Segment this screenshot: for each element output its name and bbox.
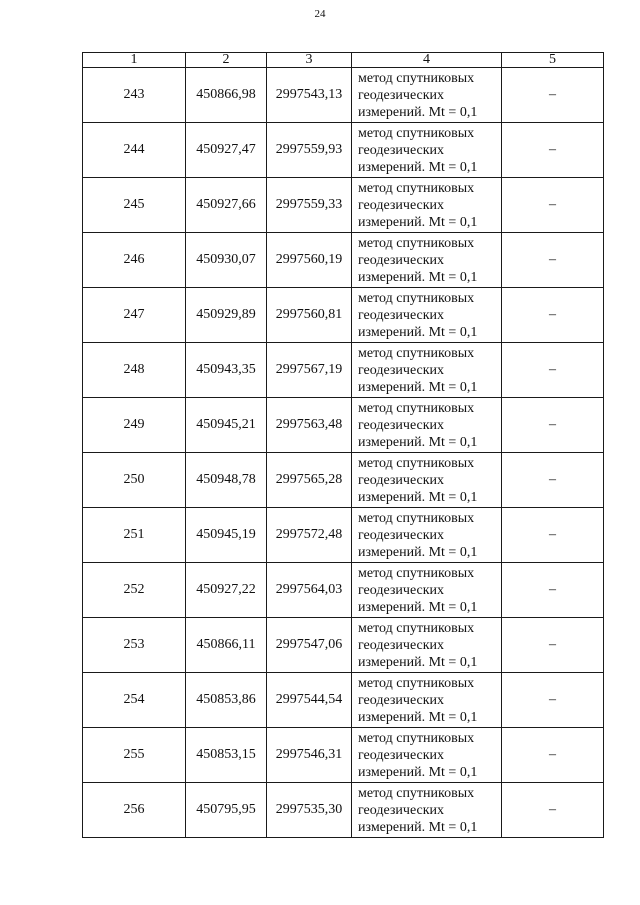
x-coordinate-cell: 450795,95 [186,783,267,838]
method-line: измерений. Mt = 0,1 [358,435,478,450]
note-cell: – [502,68,604,123]
method-line: метод спутниковых [358,71,475,86]
point-number-cell: 246 [83,233,186,288]
y-coordinate-cell: 2997546,31 [267,728,352,783]
method-line: геодезических [358,583,445,598]
note-cell: – [502,508,604,563]
x-coordinate-cell: 450866,11 [186,618,267,673]
y-coordinate-cell: 2997572,48 [267,508,352,563]
point-number-cell: 255 [83,728,186,783]
header-row [83,53,604,68]
y-coordinate-cell: 2997535,30 [267,783,352,838]
note-cell: – [502,563,604,618]
table-row [83,123,604,178]
method-line: измерений. Mt = 0,1 [358,105,478,120]
header-col-2: 2 [186,53,267,68]
method-line: измерений. Mt = 0,1 [358,765,478,780]
point-number-cell: 249 [83,398,186,453]
method-line: метод спутниковых [358,786,475,801]
method-line: метод спутниковых [358,126,475,141]
y-coordinate-cell: 2997543,13 [267,68,352,123]
point-number-cell: 248 [83,343,186,398]
method-cell [352,728,502,783]
x-coordinate-cell: 450945,19 [186,508,267,563]
note-cell: – [502,673,604,728]
table-header [83,53,604,68]
x-coordinate-cell: 450866,98 [186,68,267,123]
method-line: метод спутниковых [358,181,475,196]
method-cell [352,178,502,233]
note-cell: – [502,288,604,343]
method-cell [352,123,502,178]
method-cell [352,68,502,123]
note-cell: – [502,343,604,398]
table-row [83,453,604,508]
header-col-4: 4 [352,53,502,68]
y-coordinate-cell: 2997564,03 [267,563,352,618]
point-number-cell: 254 [83,673,186,728]
method-line: измерений. Mt = 0,1 [358,545,478,560]
method-line: геодезических [358,198,445,213]
method-cell [352,618,502,673]
note-cell: – [502,618,604,673]
x-coordinate-cell: 450929,89 [186,288,267,343]
coordinates-table [82,52,604,838]
point-number-cell: 250 [83,453,186,508]
method-line: геодезических [358,88,445,103]
method-line: метод спутниковых [358,731,475,746]
method-line: измерений. Mt = 0,1 [358,655,478,670]
x-coordinate-cell: 450927,22 [186,563,267,618]
method-line: измерений. Mt = 0,1 [358,325,478,340]
point-number-cell: 245 [83,178,186,233]
note-cell: – [502,178,604,233]
method-line: измерений. Mt = 0,1 [358,710,478,725]
method-line: метод спутниковых [358,236,475,251]
method-cell [352,343,502,398]
method-line: измерений. Mt = 0,1 [358,820,478,835]
x-coordinate-cell: 450927,47 [186,123,267,178]
table-row [83,68,604,123]
note-cell: – [502,398,604,453]
header-col-5: 5 [502,53,604,68]
table-row [83,618,604,673]
method-line: геодезических [358,143,445,158]
point-number-cell: 253 [83,618,186,673]
method-cell [352,508,502,563]
method-line: геодезических [358,693,445,708]
method-line: метод спутниковых [358,291,475,306]
method-line: метод спутниковых [358,346,475,361]
method-line: геодезических [358,253,445,268]
method-line: метод спутниковых [358,511,475,526]
method-line: измерений. Mt = 0,1 [358,270,478,285]
method-line: геодезических [358,473,445,488]
y-coordinate-cell: 2997544,54 [267,673,352,728]
y-coordinate-cell: 2997563,48 [267,398,352,453]
method-line: измерений. Mt = 0,1 [358,600,478,615]
method-line: метод спутниковых [358,676,475,691]
x-coordinate-cell: 450853,86 [186,673,267,728]
method-line: геодезических [358,528,445,543]
header-col-3: 3 [267,53,352,68]
method-line: метод спутниковых [358,621,475,636]
point-number-cell: 243 [83,68,186,123]
note-cell: – [502,783,604,838]
method-line: метод спутниковых [358,456,475,471]
x-coordinate-cell: 450853,15 [186,728,267,783]
x-coordinate-cell: 450945,21 [186,398,267,453]
method-line: геодезических [358,803,445,818]
note-cell: – [502,728,604,783]
x-coordinate-cell: 450927,66 [186,178,267,233]
method-line: измерений. Mt = 0,1 [358,380,478,395]
method-line: измерений. Mt = 0,1 [358,490,478,505]
page-number: 24 [314,8,326,20]
table-body [83,68,604,838]
table-row [83,178,604,233]
note-cell: – [502,453,604,508]
table-row [83,508,604,563]
y-coordinate-cell: 2997560,81 [267,288,352,343]
table-row [83,398,604,453]
x-coordinate-cell: 450930,07 [186,233,267,288]
method-line: геодезических [358,308,445,323]
method-cell [352,673,502,728]
method-cell [352,398,502,453]
method-cell [352,783,502,838]
y-coordinate-cell: 2997547,06 [267,618,352,673]
method-line: геодезических [358,638,445,653]
table-row [83,563,604,618]
table-row [83,343,604,398]
point-number-cell: 251 [83,508,186,563]
x-coordinate-cell: 450943,35 [186,343,267,398]
header-col-1: 1 [83,53,186,68]
y-coordinate-cell: 2997567,19 [267,343,352,398]
method-line: геодезических [358,748,445,763]
x-coordinate-cell: 450948,78 [186,453,267,508]
method-cell [352,288,502,343]
table-row [83,728,604,783]
y-coordinate-cell: 2997565,28 [267,453,352,508]
method-line: измерений. Mt = 0,1 [358,160,478,175]
table-row [83,233,604,288]
table-row [83,673,604,728]
method-line: измерений. Mt = 0,1 [358,215,478,230]
point-number-cell: 256 [83,783,186,838]
method-line: геодезических [358,418,445,433]
method-line: метод спутниковых [358,566,475,581]
note-cell: – [502,233,604,288]
method-cell [352,233,502,288]
method-line: геодезических [358,363,445,378]
point-number-cell: 252 [83,563,186,618]
y-coordinate-cell: 2997560,19 [267,233,352,288]
y-coordinate-cell: 2997559,93 [267,123,352,178]
table-row [83,288,604,343]
point-number-cell: 247 [83,288,186,343]
method-cell [352,563,502,618]
note-cell: – [502,123,604,178]
table-row [83,783,604,838]
method-cell [352,453,502,508]
y-coordinate-cell: 2997559,33 [267,178,352,233]
point-number-cell: 244 [83,123,186,178]
method-line: метод спутниковых [358,401,475,416]
